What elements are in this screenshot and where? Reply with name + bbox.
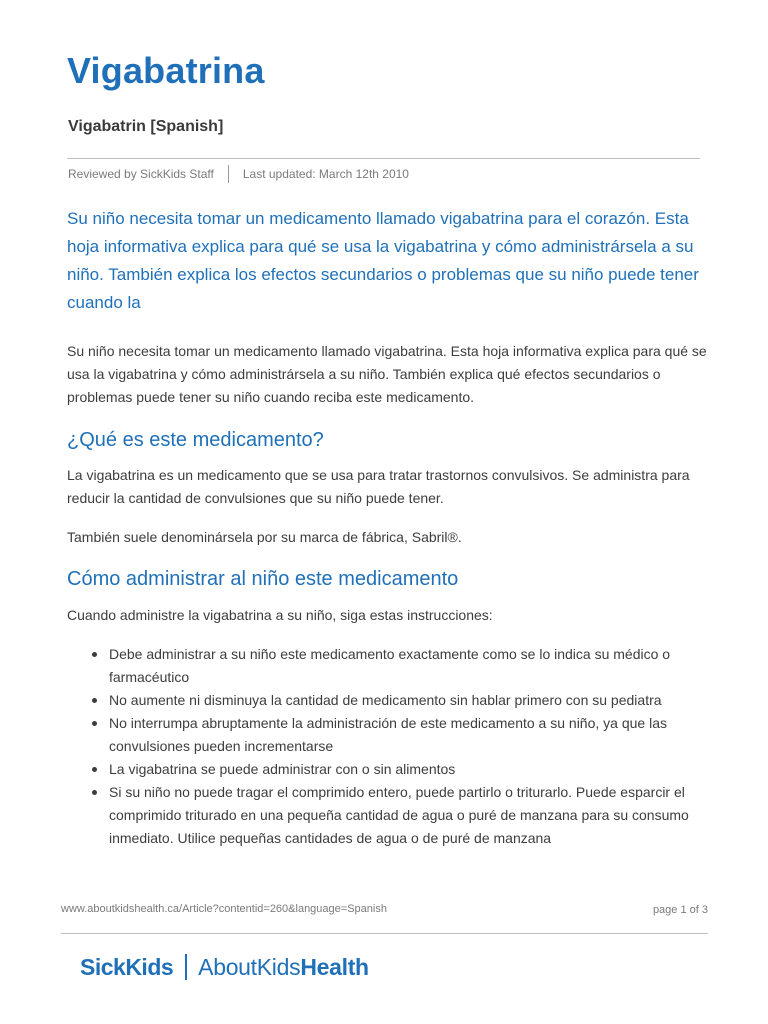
header-divider	[67, 158, 700, 159]
brand-name-paragraph: También suele denominársela por su marca de fábrica, Sabril®.	[67, 529, 462, 545]
list-item-text: Debe administrar a su niño este medicamento exactamente como se lo indica su médico o farmacéutico	[109, 646, 671, 685]
page-subtitle: Vigabatrin [Spanish]	[68, 118, 224, 135]
bullet-icon	[92, 721, 97, 726]
bullet-icon	[92, 698, 97, 703]
what-is-paragraph: La vigabatrina es un medicamento que se usa para tratar trastornos convulsivos. Se administra para reducir la cantidad de convulsiones que su niño puede tener.	[67, 467, 690, 506]
instructions-lead: Cuando administre la vigabatrina a su niño, siga estas instrucciones:	[67, 607, 493, 623]
logo-divider	[185, 954, 187, 980]
list-item-text: No interrumpa abruptamente la administración de este medicamento a su niño, ya que las convulsiones pueden incrementarse	[109, 715, 667, 754]
list-item	[67, 712, 707, 758]
bullet-icon	[92, 790, 97, 795]
intro-summary: Su niño necesita tomar un medicamento llamado vigabatrina para el corazón. Esta hoja informativa explica para qué se usa la vigabatrina y cómo administrársela a su niño. También explica los efectos secundarios o problemas que su niño puede tener cuando la	[67, 209, 699, 312]
bullet-icon	[92, 652, 97, 657]
list-item-text: No aumente ni disminuya la cantidad de medicamento sin hablar primero con su pediatra	[109, 692, 662, 708]
list-item	[67, 689, 707, 712]
list-item-text: Si su niño no puede tragar el comprimido entero, puede partirlo o triturarlo. Puede esparcir el comprimido triturado en una pequeña cantidad de agua o puré de manzana para su consumo inmediato. Utilice pequeñas cantidades de agua o de puré de manzana	[109, 784, 689, 846]
bullet-icon	[92, 767, 97, 772]
page-title: Vigabatrina	[67, 50, 265, 91]
intro-paragraph: Su niño necesita tomar un medicamento llamado vigabatrina. Esta hoja informativa explica para qué se usa la vigabatrina y cómo administrársela a su niño. También explica qué efectos secundarios o problemas puede tener su niño cuando reciba este medicamento.	[67, 343, 707, 405]
logo-aboutkids: AboutKids	[198, 953, 301, 980]
section-heading-what-is: ¿Qué es este medicamento?	[67, 429, 324, 451]
list-item	[67, 758, 707, 781]
reviewed-by: Reviewed by SickKids Staff	[68, 167, 214, 181]
logo-sickkids: SickKids	[80, 953, 174, 980]
sickkids-aboutkidshealth-logo	[80, 951, 369, 983]
footer-divider	[61, 933, 708, 934]
footer-url-link[interactable]: www.aboutkidshealth.ca/Article?contentid=260&language=Spanish	[61, 903, 387, 915]
list-item	[67, 781, 707, 850]
list-item-text: La vigabatrina se puede administrar con o sin alimentos	[109, 761, 456, 777]
meta-separator	[228, 165, 229, 183]
last-updated: Last updated: March 12th 2010	[242, 167, 409, 181]
article-meta	[68, 165, 409, 183]
section-heading-how-to-give: Cómo administrar al niño este medicamento	[67, 568, 459, 590]
page-number: page 1 of 3	[652, 904, 708, 916]
logo-health: Health	[300, 953, 369, 980]
list-item	[67, 643, 707, 689]
instructions-list	[67, 643, 707, 850]
